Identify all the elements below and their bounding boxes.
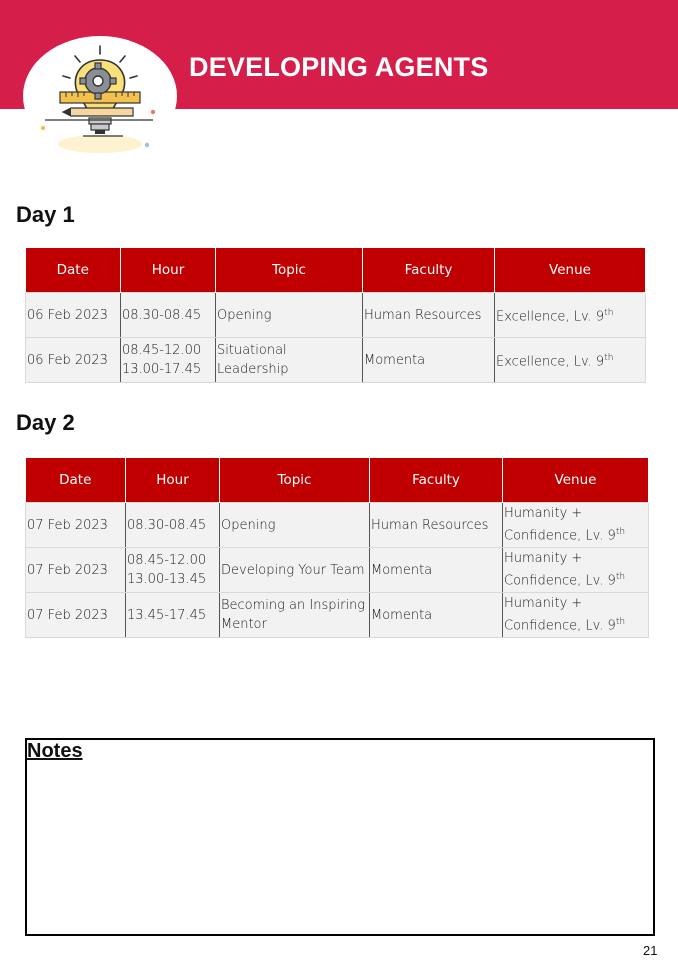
venue-superscript: th <box>615 617 626 628</box>
hour-line: 08.45-12.00 <box>122 343 202 358</box>
cell-venue <box>495 338 646 383</box>
table-row <box>26 593 649 638</box>
venue-superscript: th <box>604 307 614 318</box>
cell-date: 07 Feb 2023 <box>26 548 126 593</box>
venue-line: Humanity + <box>504 596 583 612</box>
column-header-venue: Venue <box>495 248 646 293</box>
table-row <box>26 548 649 593</box>
venue-superscript: th <box>604 352 614 363</box>
cell-faculty: Momenta <box>370 548 503 593</box>
cell-topic: Situational Leadership <box>216 338 363 383</box>
venue-superscript: th <box>615 527 626 538</box>
hour-line: 08.45-12.00 <box>127 553 207 568</box>
hour-line: 08.30-08.45 <box>127 517 207 533</box>
cell-venue <box>495 293 646 338</box>
venue-text: Excellence, Lv. 9 <box>496 309 605 325</box>
cell-topic: Opening <box>216 293 363 338</box>
table-header-row <box>26 458 649 503</box>
venue-text: Confidence, Lv. 9 <box>504 573 616 589</box>
lightbulb-gear-icon <box>23 36 177 156</box>
cell-venue <box>503 593 649 638</box>
day1-schedule-table <box>25 248 646 383</box>
cell-date: 06 Feb 2023 <box>26 293 121 338</box>
column-header-date: Date <box>26 248 121 293</box>
cell-faculty: Momenta <box>370 593 503 638</box>
cell-hour <box>121 293 216 338</box>
cell-faculty: Momenta <box>363 338 495 383</box>
notes-box[interactable] <box>25 738 655 936</box>
hour-line: 13.45-17.45 <box>127 607 207 623</box>
column-header-faculty: Faculty <box>363 248 495 293</box>
column-header-hour: Hour <box>126 458 220 503</box>
venue-superscript: th <box>615 572 626 583</box>
cell-topic: Developing Your Team <box>220 548 370 593</box>
cell-date: 07 Feb 2023 <box>26 503 126 548</box>
cell-hour <box>121 338 216 383</box>
cell-faculty: Human Resources <box>370 503 503 548</box>
column-header-hour: Hour <box>121 248 216 293</box>
cell-venue <box>503 503 649 548</box>
cell-date: 07 Feb 2023 <box>26 593 126 638</box>
venue-text: Confidence, Lv. 9 <box>504 618 616 634</box>
hour-line: 08.30-08.45 <box>122 307 202 323</box>
venue-text: Confidence, Lv. 9 <box>504 528 616 544</box>
notes-title: Notes <box>27 740 83 762</box>
cell-hour <box>126 593 220 638</box>
day1-heading: Day 1 <box>16 202 75 227</box>
cell-date: 06 Feb 2023 <box>26 338 121 383</box>
column-header-topic: Topic <box>220 458 370 503</box>
column-header-topic: Topic <box>216 248 363 293</box>
cell-hour <box>126 503 220 548</box>
page-title: DEVELOPING AGENTS <box>189 52 489 82</box>
table-header-row <box>26 248 646 293</box>
table-row <box>26 338 646 383</box>
page-number: 21 <box>643 943 658 958</box>
cell-hour <box>126 548 220 593</box>
venue-text: Excellence, Lv. 9 <box>496 354 605 370</box>
column-header-venue: Venue <box>503 458 649 503</box>
cell-topic: Becoming an Inspiring Mentor <box>220 593 370 638</box>
hour-line: 13.00-17.45 <box>122 362 202 377</box>
column-header-date: Date <box>26 458 126 503</box>
venue-line: Humanity + <box>504 506 583 522</box>
column-header-faculty: Faculty <box>370 458 503 503</box>
cell-venue <box>503 548 649 593</box>
venue-line: Humanity + <box>504 551 583 567</box>
day2-schedule-table <box>25 458 649 638</box>
cell-faculty: Human Resources <box>363 293 495 338</box>
table-row <box>26 293 646 338</box>
day2-heading: Day 2 <box>16 410 75 435</box>
hour-line: 13.00-13.45 <box>127 572 207 587</box>
table-row <box>26 503 649 548</box>
cell-topic: Opening <box>220 503 370 548</box>
